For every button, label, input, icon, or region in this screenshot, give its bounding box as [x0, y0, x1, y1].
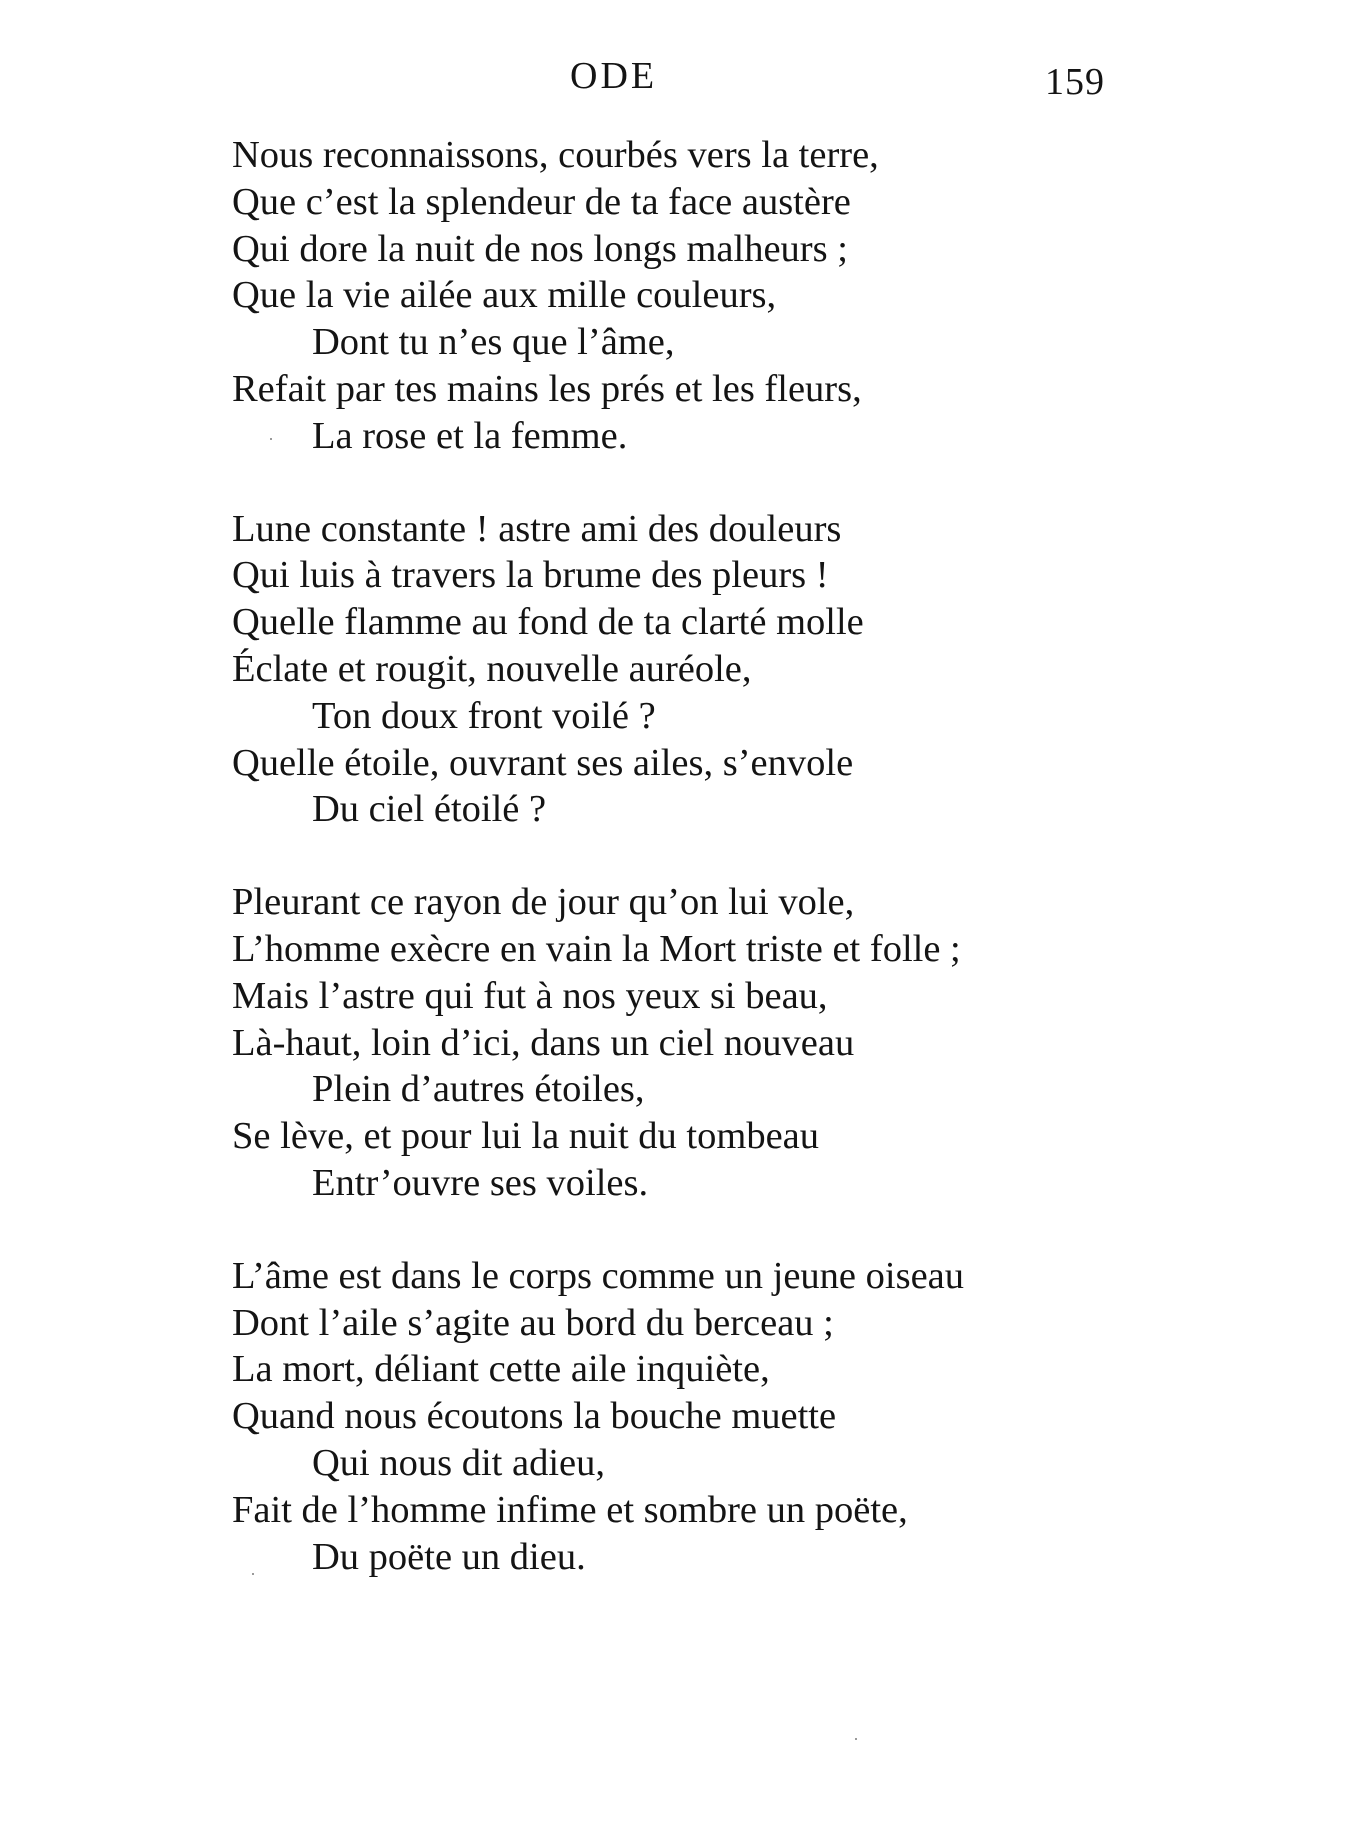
- stanza-1: [232, 132, 1332, 460]
- verse-line: Fait de l’homme infime et sombre un poëte,: [232, 1488, 908, 1531]
- running-header: [0, 54, 1370, 104]
- scan-speck: [855, 1738, 857, 1740]
- verse-line: La mort, déliant cette aile inquiète,: [232, 1348, 770, 1391]
- verse-line: Quelle étoile, ouvrant ses ailes, s’envole: [232, 741, 854, 784]
- running-title: ODE: [570, 55, 658, 97]
- scan-speck: [270, 438, 272, 440]
- verse-line: L’âme est dans le corps comme un jeune oiseau: [232, 1254, 964, 1297]
- verse-line: L’homme exècre en vain la Mort triste et folle ;: [232, 927, 961, 970]
- verse-line-indented: Dont tu n’es que l’âme,: [312, 321, 675, 364]
- verse-line-indented: Du poëte un dieu.: [312, 1535, 586, 1578]
- verse-line: Qui dore la nuit de nos longs malheurs ;: [232, 227, 848, 270]
- verse-line-indented: Qui nous dit adieu,: [312, 1441, 605, 1484]
- verse-line: Pleurant ce rayon de jour qu’on lui vole,: [232, 881, 855, 924]
- page-number: 159: [1045, 61, 1105, 103]
- verse-line: Lune constante ! astre ami des douleurs: [232, 507, 842, 550]
- verse-line: Dont l’aile s’agite au bord du berceau ;: [232, 1301, 834, 1344]
- verse-line: Nous reconnaissons, courbés vers la terre,: [232, 134, 879, 176]
- verse-line-indented: Ton doux front voilé ?: [312, 694, 656, 737]
- verse-line: Là-haut, loin d’ici, dans un ciel nouveau: [232, 1021, 855, 1064]
- verse-line: Qui luis à travers la brume des pleurs !: [232, 554, 829, 597]
- verse-line-indented: Entr’ouvre ses voiles.: [312, 1161, 649, 1204]
- verse-line: Que c’est la splendeur de ta face austère: [232, 180, 851, 223]
- stanza-2: [232, 506, 1332, 834]
- verse-line-indented: Plein d’autres étoiles,: [312, 1068, 645, 1111]
- scan-speck: [252, 1573, 254, 1575]
- stanza-4: [232, 1253, 1332, 1581]
- verse-line-indented: Du ciel étoilé ?: [312, 788, 547, 831]
- verse-line: Se lève, et pour lui la nuit du tombeau: [232, 1115, 819, 1158]
- stanza-3: [232, 879, 1332, 1207]
- verse-line: Refait par tes mains les prés et les fleurs,: [232, 367, 862, 410]
- verse-line: Mais l’astre qui fut à nos yeux si beau,: [232, 974, 828, 1017]
- poem: [232, 132, 1332, 1626]
- verse-line: Quand nous écoutons la bouche muette: [232, 1395, 837, 1438]
- verse-line: Quelle flamme au fond de ta clarté molle: [232, 601, 864, 644]
- verse-line: Éclate et rougit, nouvelle auréole,: [232, 647, 752, 690]
- verse-line-indented: La rose et la femme.: [312, 414, 628, 457]
- verse-line: Que la vie ailée aux mille couleurs,: [232, 274, 777, 317]
